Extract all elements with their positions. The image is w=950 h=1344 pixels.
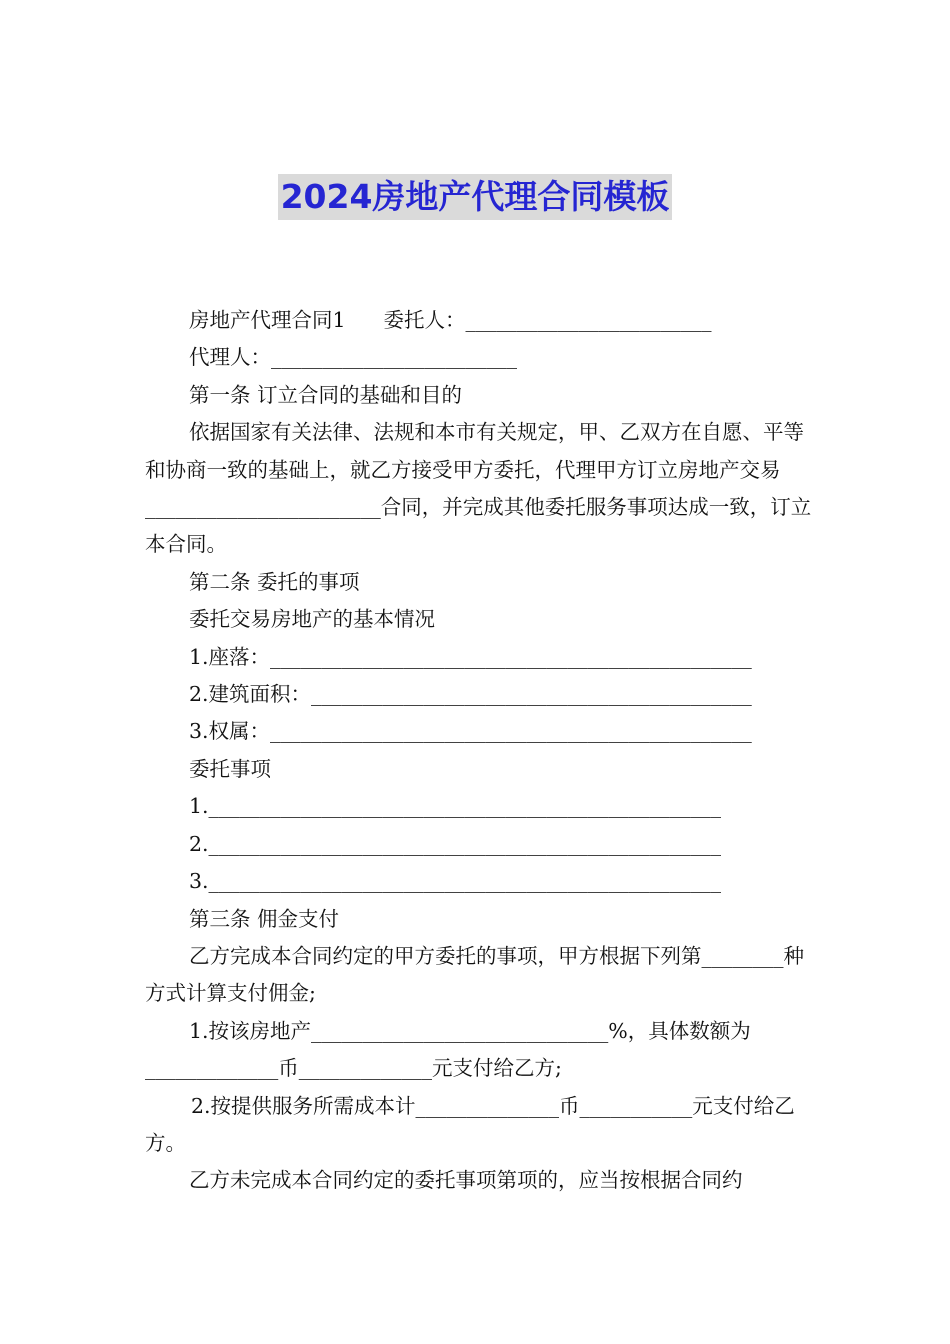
matter-field-2: 2.__________________________________________________ (189, 831, 722, 856)
commission-option-2: 2.按提供服务所需成本计______________币___________元支付给乙方。 (145, 1093, 795, 1155)
contract-line-heading (145, 302, 813, 339)
article-3-heading: 第三条 佣金支付 (189, 906, 340, 931)
matter-field-1: 1.__________________________________________________ (189, 794, 722, 819)
principal-field: 委托人：________________________ (383, 308, 712, 332)
contract-name: 房地产代理合同1 (189, 308, 346, 332)
incomplete-matters-paragraph: 乙方未完成本合同约定的委托事项第项的，应当按根据合同约 (189, 1168, 743, 1193)
article-2-heading: 第二条 委托的事项 (189, 569, 360, 594)
matter-field-3: 3.__________________________________________________ (189, 869, 722, 894)
location-field: 1.座落：_______________________________________________ (189, 644, 752, 669)
floor-area-field: 2.建筑面积：___________________________________________ (189, 682, 752, 707)
commission-option-1: 1.按该房地产_____________________________%，具体数额为_____________币_____________元支付给乙方; (145, 1018, 751, 1081)
agent-field: 代理人：________________________ (189, 345, 517, 370)
property-info-heading: 委托交易房地产的基本情况 (189, 607, 435, 632)
article-1-paragraph: 依据国家有关法律、法规和本市有关规定，甲、乙双方在自愿、平等和协商一致的基础上，就乙方接受甲方委托，代理甲方订立房地产交易_______________________合同，并完成其他委托服务事项达成一致，订立本合同。 (145, 420, 812, 557)
document-title: 2024房地产代理合同模板 (278, 174, 673, 220)
entrusted-matters-heading: 委托事项 (189, 756, 271, 781)
commission-method-paragraph: 乙方完成本合同约定的甲方委托的事项，甲方根据下列第________种方式计算支付佣金; (145, 943, 804, 1006)
contract-body (145, 302, 813, 1200)
ownership-field: 3.权属：_______________________________________________ (189, 719, 752, 744)
document-title-wrap (0, 174, 950, 220)
article-1-heading: 第一条 订立合同的基础和目的 (189, 382, 463, 407)
